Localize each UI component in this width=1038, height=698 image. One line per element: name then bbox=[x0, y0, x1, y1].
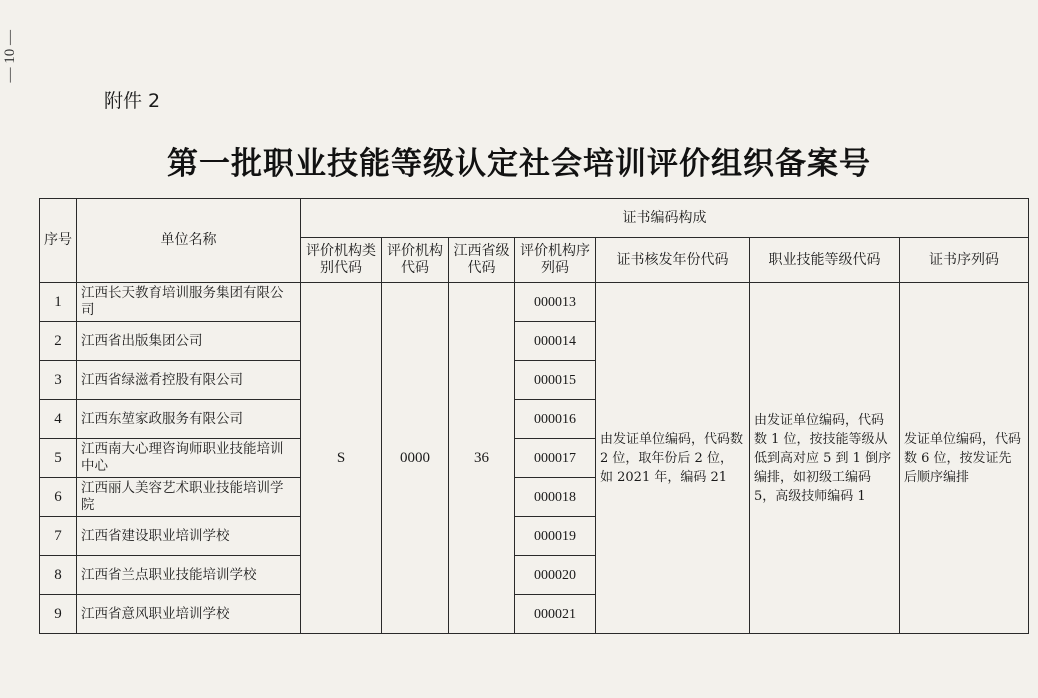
header-province-code: 江西省级代码 bbox=[449, 238, 515, 283]
header-group: 证书编码构成 bbox=[301, 199, 1029, 238]
row-serial: 000021 bbox=[515, 595, 596, 634]
header-category-code: 评价机构类别代码 bbox=[301, 238, 382, 283]
row-serial: 000019 bbox=[515, 517, 596, 556]
row-seq: 7 bbox=[40, 517, 77, 556]
row-name: 江西丽人美容艺术职业技能培训学院 bbox=[77, 478, 301, 517]
row-seq: 8 bbox=[40, 556, 77, 595]
row-name: 江西省建设职业培训学校 bbox=[77, 517, 301, 556]
header-seq: 序号 bbox=[40, 199, 77, 283]
header-year-code: 证书核发年份代码 bbox=[596, 238, 750, 283]
row-name: 江西省意风职业培训学校 bbox=[77, 595, 301, 634]
header-cert-serial: 证书序列码 bbox=[900, 238, 1029, 283]
row-serial: 000013 bbox=[515, 283, 596, 322]
document-title: 第一批职业技能等级认定社会培训评价组织备案号 bbox=[167, 146, 871, 182]
attachment-label: 附件 2 bbox=[104, 90, 161, 112]
row-name: 江西省兰点职业技能培训学校 bbox=[77, 556, 301, 595]
row-serial: 000018 bbox=[515, 478, 596, 517]
header-org-code: 评价机构代码 bbox=[382, 238, 449, 283]
row-seq: 9 bbox=[40, 595, 77, 634]
row-serial: 000016 bbox=[515, 400, 596, 439]
level-desc: 由发证单位编码，代码数 1 位，按技能等级从低到高对应 5 到 1 倒序编排，如初级工编码 5，高级技师编码 1 bbox=[750, 283, 900, 634]
row-name: 江西省绿滋肴控股有限公司 bbox=[77, 361, 301, 400]
category-value: S bbox=[301, 283, 382, 634]
row-serial: 000015 bbox=[515, 361, 596, 400]
row-seq: 1 bbox=[40, 283, 77, 322]
header-serial-code: 评价机构序列码 bbox=[515, 238, 596, 283]
province-value: 36 bbox=[449, 283, 515, 634]
row-name: 江西东堃家政服务有限公司 bbox=[77, 400, 301, 439]
row-serial: 000017 bbox=[515, 439, 596, 478]
year-desc: 由发证单位编码，代码数 2 位，取年份后 2 位，如 2021 年，编码 21 bbox=[596, 283, 750, 634]
row-seq: 2 bbox=[40, 322, 77, 361]
page-number: — 10 — bbox=[2, 30, 18, 83]
table-row bbox=[40, 283, 1029, 322]
row-name: 江西长天教育培训服务集团有限公司 bbox=[77, 283, 301, 322]
cert-serial-desc: 发证单位编码，代码数 6 位，按发证先后顺序编排 bbox=[900, 283, 1029, 634]
header-name: 单位名称 bbox=[77, 199, 301, 283]
registration-table bbox=[39, 198, 1029, 634]
row-serial: 000014 bbox=[515, 322, 596, 361]
row-serial: 000020 bbox=[515, 556, 596, 595]
org-value: 0000 bbox=[382, 283, 449, 634]
header-level-code: 职业技能等级代码 bbox=[750, 238, 900, 283]
row-seq: 3 bbox=[40, 361, 77, 400]
row-seq: 5 bbox=[40, 439, 77, 478]
row-name: 江西省出版集团公司 bbox=[77, 322, 301, 361]
row-seq: 6 bbox=[40, 478, 77, 517]
row-name: 江西南大心理咨询师职业技能培训中心 bbox=[77, 439, 301, 478]
row-seq: 4 bbox=[40, 400, 77, 439]
